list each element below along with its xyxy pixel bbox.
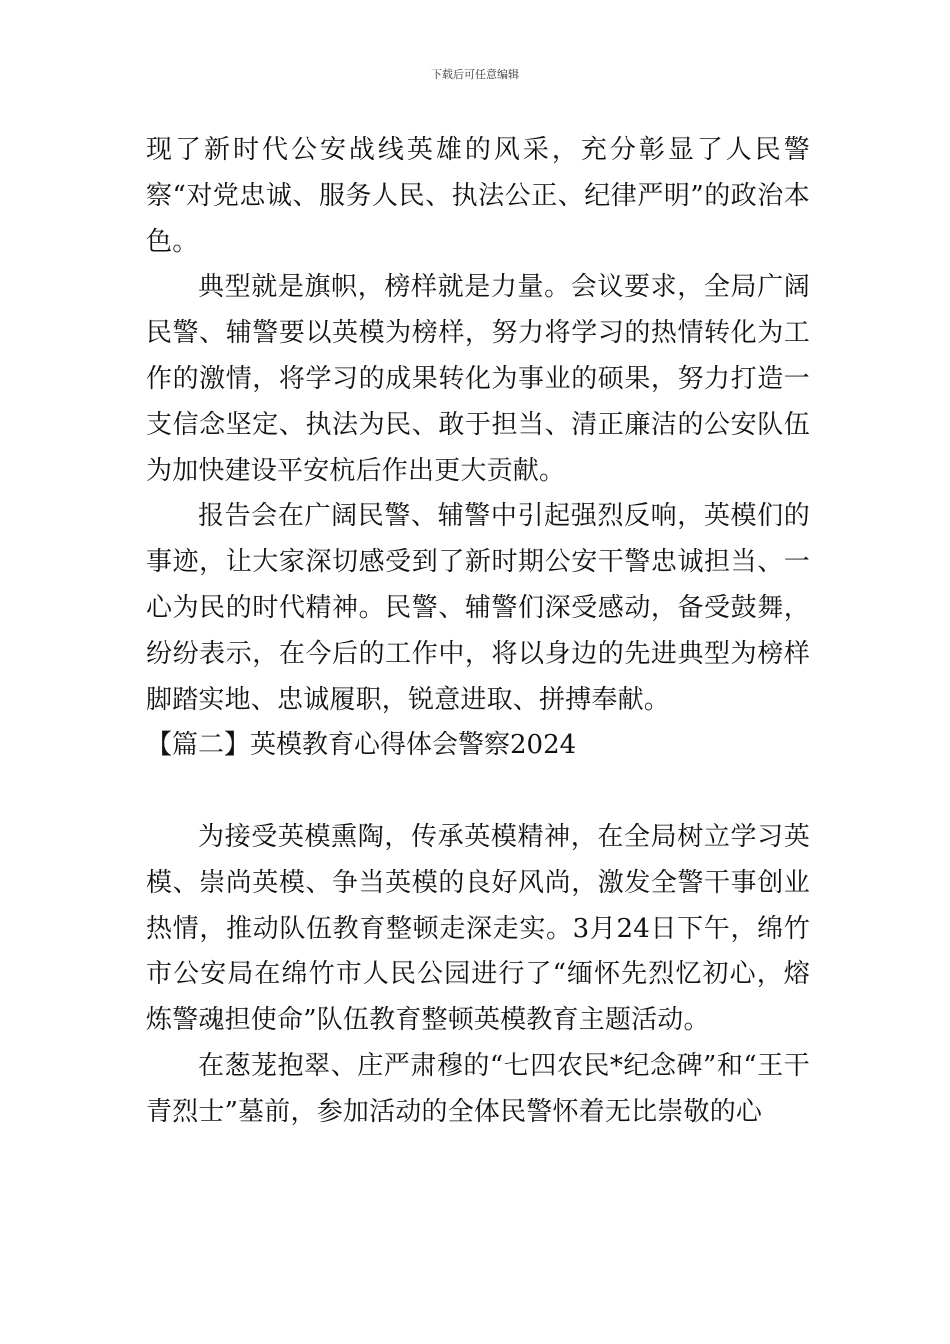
paragraph: 为接受英模熏陶，传承英模精神，在全局树立学习英模、崇尚英模、争当英模的良好风尚，激发全警干事创业热情，推动队伍教育整顿走深走实。3月24日下午，绵竹市公安局在绵竹市人民公园进行了“缅怀先烈忆初心，熔炼警魂担使命”队伍教育整顿英模教育主题活动。 xyxy=(146,821,810,1036)
paragraph: 现了新时代公安战线英雄的风采，充分彰显了人民警察“对党忠诚、服务人民、执法公正、纪律严明”的政治本色。 xyxy=(146,135,810,257)
document-body xyxy=(146,128,810,1136)
page-header-note: 下载后可任意编辑 xyxy=(431,68,519,81)
paragraph: 在葱茏抱翠、庄严肃穆的“七四农民*纪念碑”和“王干青烈士”墓前，参加活动的全体民警怀着无比崇敬的心 xyxy=(146,1050,810,1127)
section-title: 【篇二】英模教育心得体会警察2024 xyxy=(146,730,577,761)
paragraph: 报告会在广阔民警、辅警中引起强烈反响，英模们的事迹，让大家深切感受到了新时期公安干警忠诚担当、一心为民的时代精神。民警、辅警们深受感动，备受鼓舞，纷纷表示，在今后的工作中，将以身边的先进典型为榜样脚踏实地、忠诚履职，锐意进取、拼搏奉献。 xyxy=(146,501,810,715)
spacer xyxy=(146,769,810,815)
paragraph: 典型就是旗帜，榜样就是力量。会议要求，全局广阔民警、辅警要以英模为榜样，努力将学习的热情转化为工作的激情，将学习的成果转化为事业的硕果，努力打造一支信念坚定、执法为民、敢于担当、清正廉洁的公安队伍为加快建设平安杭后作出更大贡献。 xyxy=(146,272,810,486)
